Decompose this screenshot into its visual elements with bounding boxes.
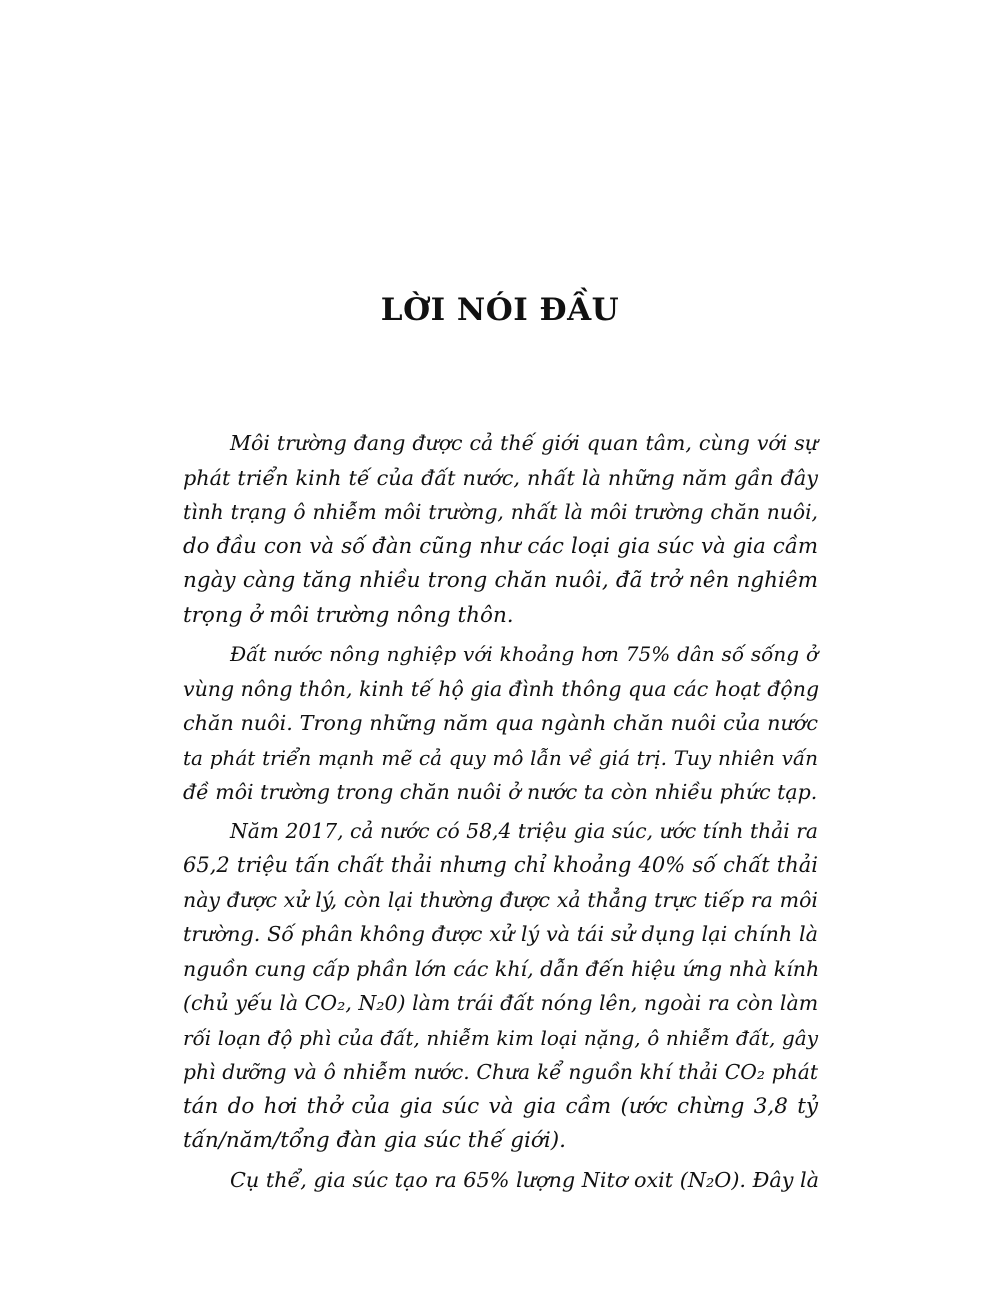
text-line: rối loạn độ phì của đất, nhiễm kim loại nặng, ô nhiễm đất, gây — [183, 1025, 818, 1050]
paragraph-1 — [183, 426, 818, 633]
text-line: do đầu con và số đàn cũng như các loại gia súc và gia cầm — [183, 533, 818, 559]
text-line: trọng ở môi trường nông thôn. — [183, 602, 514, 628]
text-line: Cụ thể, gia súc tạo ra 65% lượng Nitơ oxit (N₂O). Đây là — [230, 1167, 820, 1192]
text-line: Đất nước nông nghiệp với khoảng hơn 75% dân số sống ở — [230, 642, 818, 666]
preface-body — [183, 426, 818, 1201]
text-line: tán do hơi thở của gia súc và gia cầm (ước chừng 3,8 tỷ — [183, 1093, 818, 1119]
text-line: chăn nuôi. Trong những năm qua ngành chăn nuôi của nước — [183, 711, 818, 735]
text-line: (chủ yếu là CO₂, N₂0) làm trái đất nóng lên, ngoài ra còn làm — [183, 991, 819, 1015]
paragraph-3 — [183, 814, 818, 1159]
paragraph-4 — [183, 1163, 818, 1198]
text-line: 65,2 triệu tấn chất thải nhưng chỉ khoảng 40% số chất thải — [183, 853, 818, 877]
paragraph-2 — [183, 637, 818, 810]
text-line: vùng nông thôn, kinh tế hộ gia đình thông qua các hoạt động — [183, 676, 820, 701]
text-line: nguồn cung cấp phần lớn các khí, dẫn đến hiệu ứng nhà kính — [183, 956, 820, 981]
text-line: này được xử lý, còn lại thường được xả thẳng trực tiếp ra môi — [183, 887, 818, 912]
page-title: LỜI NÓI ĐẦU — [380, 292, 620, 328]
text-line: ta phát triển mạnh mẽ cả quy mô lẫn về giá trị. Tuy nhiên vấn — [183, 745, 818, 770]
text-line: tấn/năm/tổng đàn gia súc thế giới). — [183, 1128, 566, 1153]
text-line: phì dưỡng và ô nhiễm nước. Chưa kể nguồn khí thải CO₂ phát — [183, 1060, 818, 1084]
text-line: Môi trường đang được cả thế giới quan tâm, cùng với sự — [230, 431, 818, 455]
text-line: ngày càng tăng nhiều trong chăn nuôi, đã trở nên nghiêm — [183, 568, 818, 593]
text-line: phát triển kinh tế của đất nước, nhất là những năm gần đây — [183, 465, 818, 490]
text-line: đề môi trường trong chăn nuôi ở nước ta còn nhiều phức tạp. — [183, 780, 818, 804]
text-line: trường. Số phân không được xử lý và tái sử dụng lại chính là — [183, 922, 818, 946]
text-line: tình trạng ô nhiễm môi trường, nhất là môi trường chăn nuôi, — [183, 500, 818, 524]
text-line: Năm 2017, cả nước có 58,4 triệu gia súc, ước tính thải ra — [230, 818, 818, 843]
